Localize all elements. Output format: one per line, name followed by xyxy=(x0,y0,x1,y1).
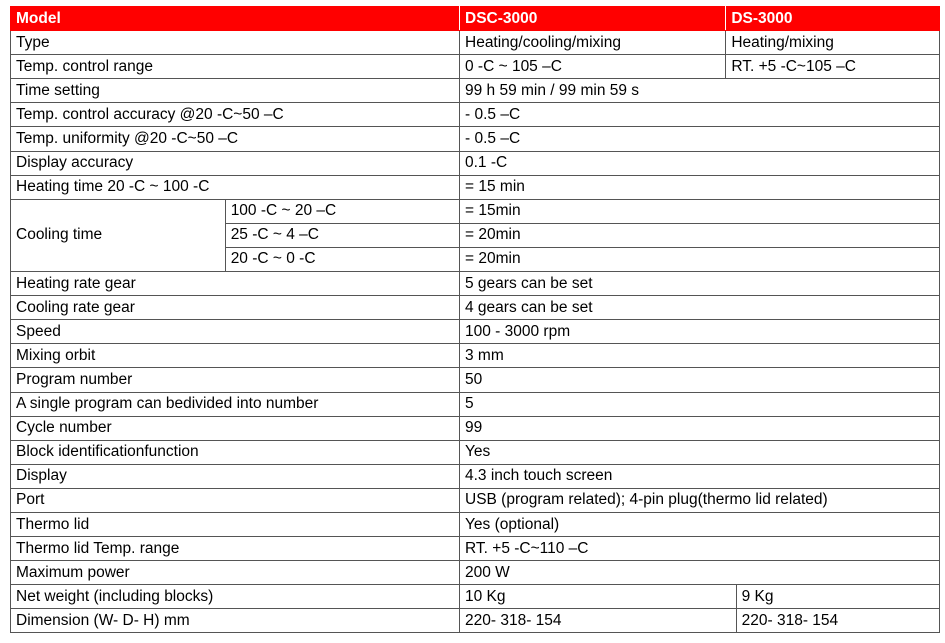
row-value: 3 mm xyxy=(460,344,940,368)
row-label: Block identificationfunction xyxy=(11,440,460,464)
dsc-value: Heating/cooling/mixing xyxy=(460,31,726,55)
table-row xyxy=(11,79,940,103)
table-row xyxy=(11,537,940,561)
header-model: Model xyxy=(11,7,460,31)
row-label: Cooling rate gear xyxy=(11,296,460,320)
row-value: - 0.5 –C xyxy=(460,127,940,151)
row-label: Maximum power xyxy=(11,561,460,585)
table-row xyxy=(11,272,940,296)
row-label: Temp. uniformity @20 -C~50 –C xyxy=(11,127,460,151)
table-row xyxy=(11,320,940,344)
table-row xyxy=(11,464,940,488)
row-value: 5 gears can be set xyxy=(460,272,940,296)
table-row xyxy=(11,103,940,127)
row-label: Port xyxy=(11,488,460,512)
table-row xyxy=(11,585,940,609)
dsc-value: 10 Kg xyxy=(460,585,737,609)
table-row xyxy=(11,416,940,440)
cooling-time-label: Cooling time xyxy=(11,199,226,271)
row-value: 99 xyxy=(460,416,940,440)
ds-value: RT. +5 -C~105 –C xyxy=(726,55,940,79)
row-label: Thermo lid xyxy=(11,512,460,536)
table-row xyxy=(11,512,940,536)
row-value: 99 h 59 min / 99 min 59 s xyxy=(460,79,940,103)
row-label: Speed xyxy=(11,320,460,344)
header-dsc-3000: DSC-3000 xyxy=(460,7,726,31)
cooling-value: = 20min xyxy=(460,247,940,271)
table-row xyxy=(11,151,940,175)
table-row xyxy=(11,368,940,392)
row-label: Heating rate gear xyxy=(11,272,460,296)
row-label: Dimension (W- D- H) mm xyxy=(11,609,460,633)
row-value: = 15 min xyxy=(460,175,940,199)
table-row xyxy=(11,55,940,79)
dsc-value: 220- 318- 154 xyxy=(460,609,737,633)
row-label: Display accuracy xyxy=(11,151,460,175)
header-row xyxy=(11,7,940,31)
dsc-value: 0 -C ~ 105 –C xyxy=(460,55,726,79)
row-label: Mixing orbit xyxy=(11,344,460,368)
table-row xyxy=(11,199,940,223)
row-value: RT. +5 -C~110 –C xyxy=(460,537,940,561)
spec-table xyxy=(10,6,940,633)
ds-value: Heating/mixing xyxy=(726,31,940,55)
table-row xyxy=(11,175,940,199)
table-row xyxy=(11,344,940,368)
ds-value: 9 Kg xyxy=(736,585,939,609)
table-row xyxy=(11,127,940,151)
row-label: Display xyxy=(11,464,460,488)
table-row xyxy=(11,440,940,464)
row-label: Type xyxy=(11,31,460,55)
row-value: - 0.5 –C xyxy=(460,103,940,127)
row-label: Net weight (including blocks) xyxy=(11,585,460,609)
row-value: 100 - 3000 rpm xyxy=(460,320,940,344)
ds-value: 220- 318- 154 xyxy=(736,609,939,633)
row-value: 200 W xyxy=(460,561,940,585)
cooling-range: 100 -C ~ 20 –C xyxy=(225,199,459,223)
row-label: Time setting xyxy=(11,79,460,103)
cooling-value: = 20min xyxy=(460,223,940,247)
row-value: Yes (optional) xyxy=(460,512,940,536)
row-label: Thermo lid Temp. range xyxy=(11,537,460,561)
row-value: 4.3 inch touch screen xyxy=(460,464,940,488)
row-value: 5 xyxy=(460,392,940,416)
header-ds-3000: DS-3000 xyxy=(726,7,940,31)
cooling-range: 25 -C ~ 4 –C xyxy=(225,223,459,247)
row-label: Cycle number xyxy=(11,416,460,440)
table-row xyxy=(11,31,940,55)
table-row xyxy=(11,488,940,512)
row-label: Heating time 20 -C ~ 100 -C xyxy=(11,175,460,199)
row-value: 50 xyxy=(460,368,940,392)
row-label: Temp. control range xyxy=(11,55,460,79)
row-value: USB (program related); 4-pin plug(thermo lid related) xyxy=(460,488,940,512)
row-value: 4 gears can be set xyxy=(460,296,940,320)
table-row xyxy=(11,561,940,585)
table-row xyxy=(11,609,940,633)
table-row xyxy=(11,296,940,320)
row-label: A single program can bedivided into number xyxy=(11,392,460,416)
row-value: 0.1 -C xyxy=(460,151,940,175)
row-label: Program number xyxy=(11,368,460,392)
cooling-range: 20 -C ~ 0 -C xyxy=(225,247,459,271)
table-row xyxy=(11,392,940,416)
cooling-value: = 15min xyxy=(460,199,940,223)
row-label: Temp. control accuracy @20 -C~50 –C xyxy=(11,103,460,127)
row-value: Yes xyxy=(460,440,940,464)
